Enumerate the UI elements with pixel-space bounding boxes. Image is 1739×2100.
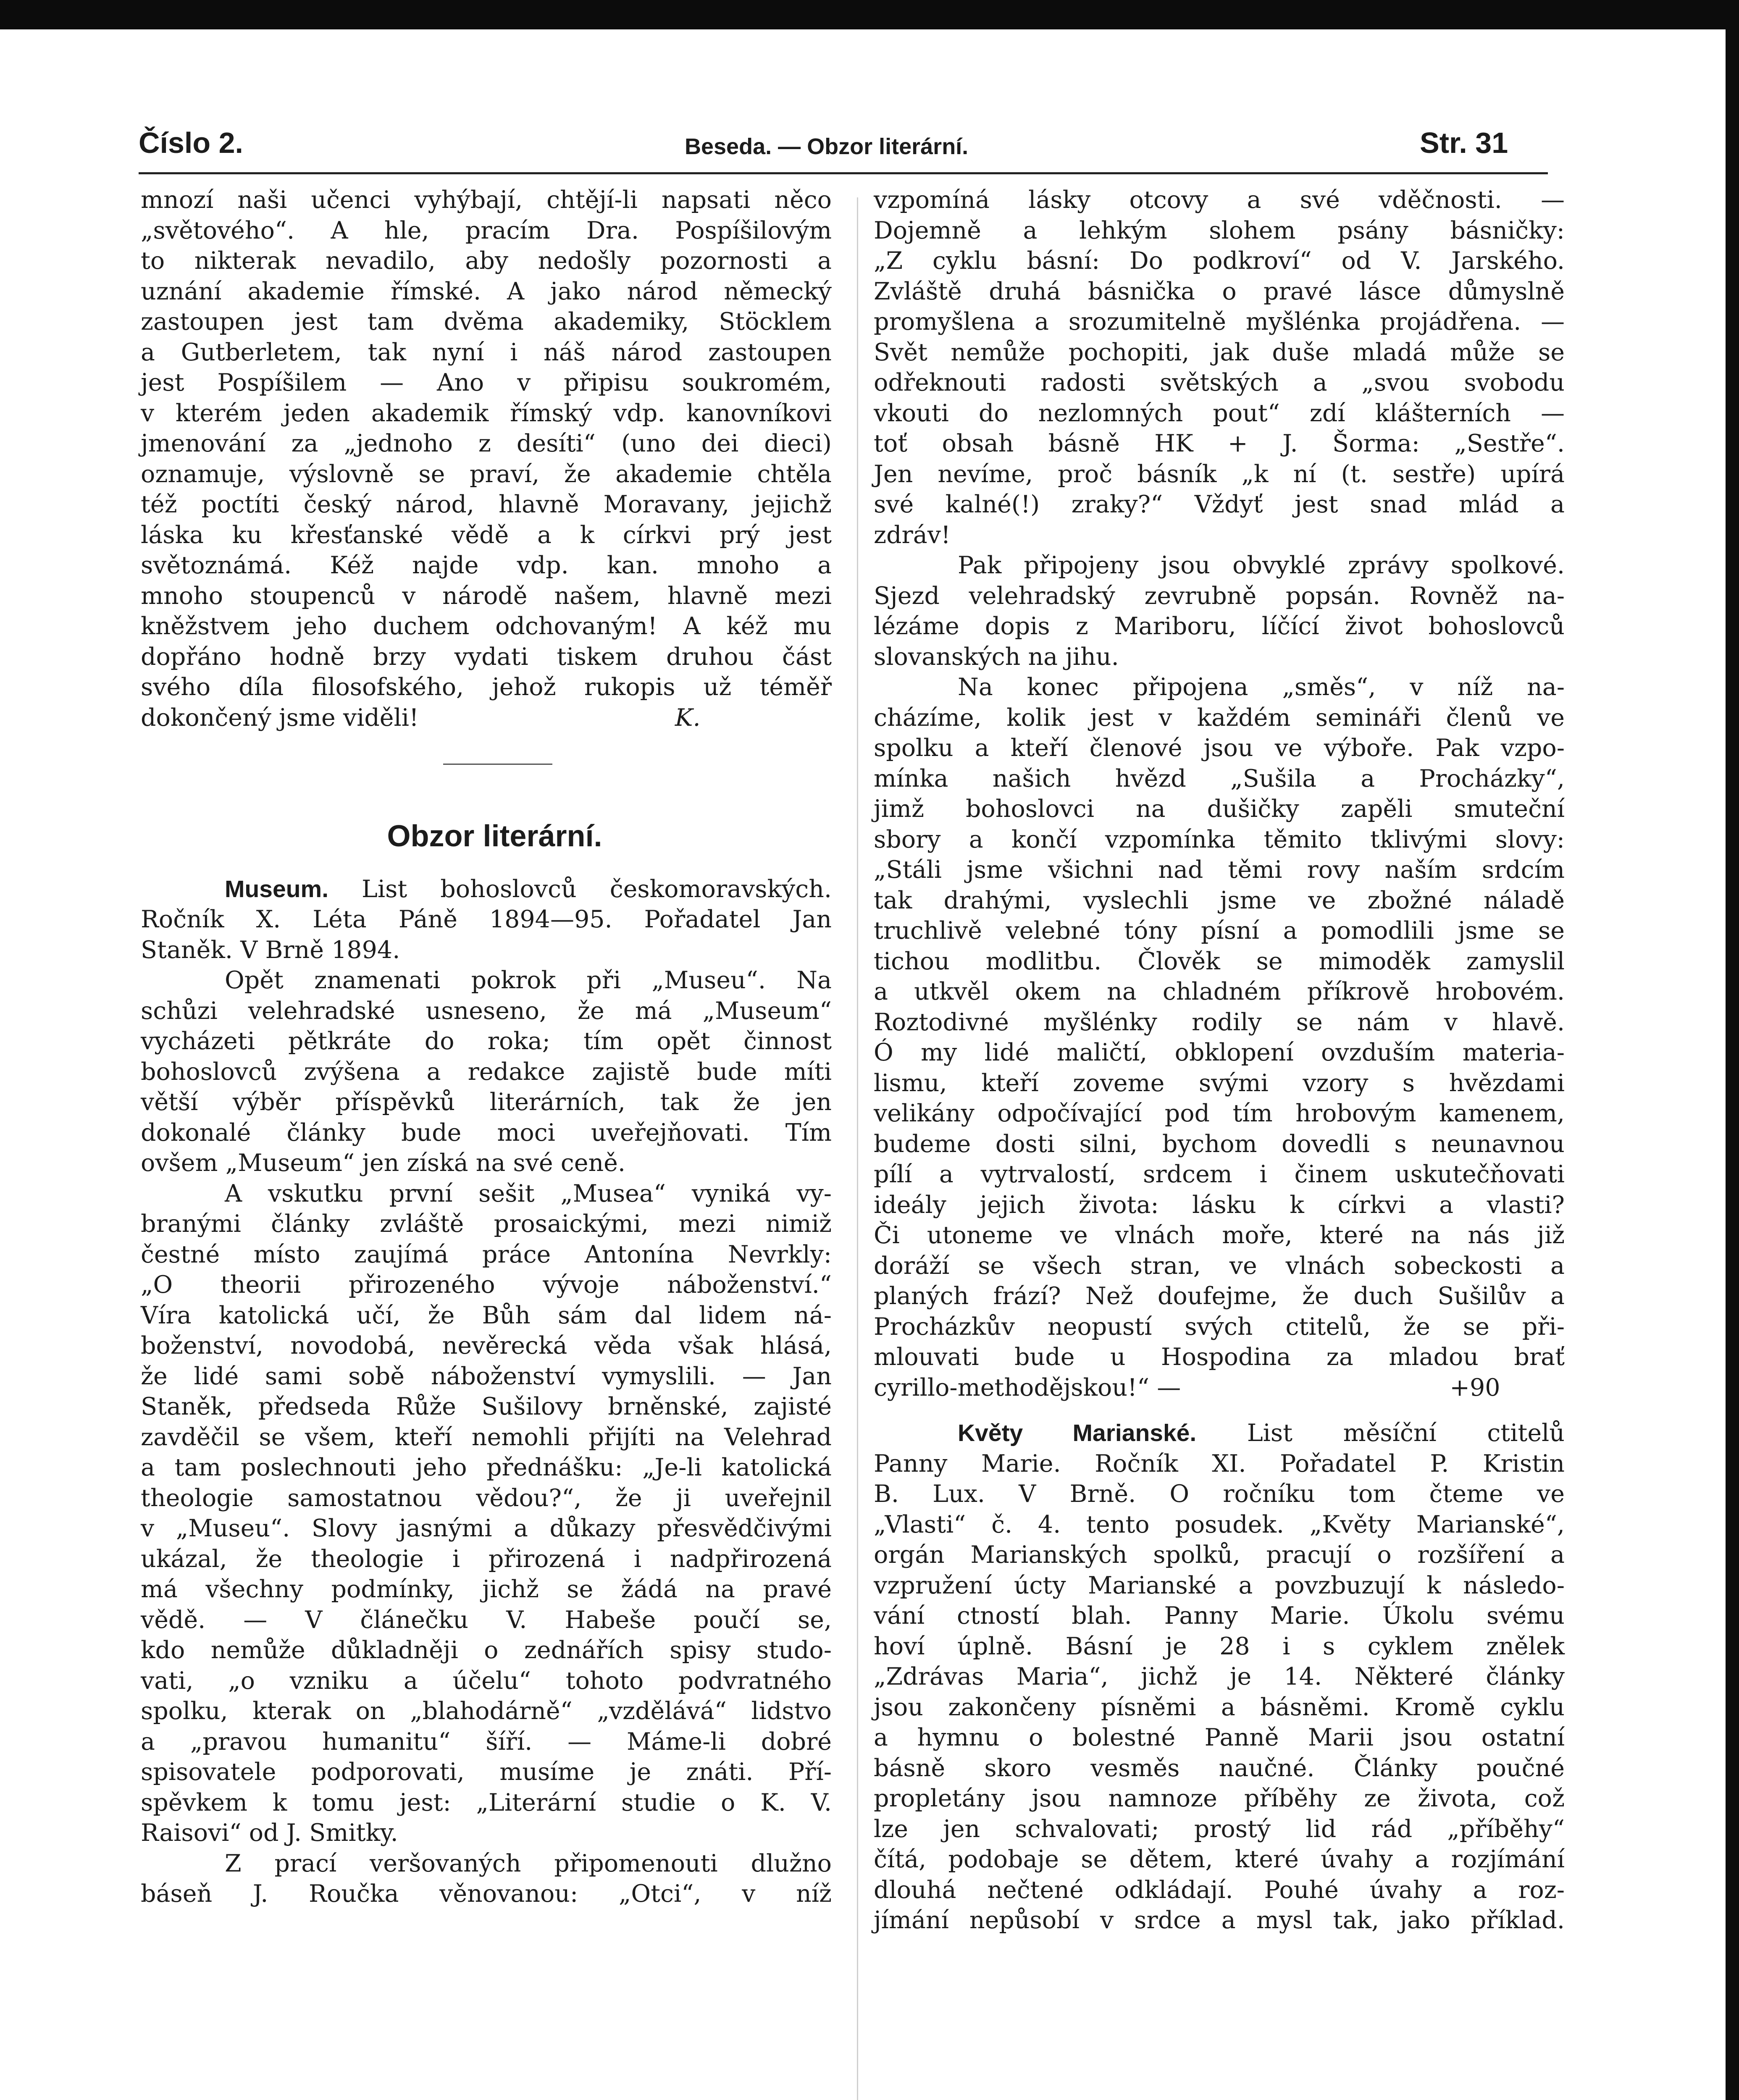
text-line: láska ku křesťanské vědě a k církvi prý jest (141, 521, 832, 549)
text-line: spolku a kteří členové jsou ve výboře. Pak vzpo- (874, 734, 1565, 762)
text-line: vkouti do nezlomných pout“ zdí klášterních — (874, 399, 1565, 427)
text-line: Víra katolická učí, že Bůh sám dal lidem ná- (141, 1301, 832, 1329)
text-line: schůzi velehradské usneseno, že má „Museum“ (141, 997, 832, 1025)
review-title-kvety: Květy Marianské. (958, 1420, 1197, 1446)
text-line: a utkvěl okem na chladném příkrově hrobovém. (874, 978, 1565, 1005)
text-line: a Gutberletem, tak nyní i náš národ zastoupen (141, 338, 832, 366)
text-line: doráží se všech stran, ve vlnách sobeckosti a (874, 1252, 1565, 1280)
text-line-last (141, 703, 832, 733)
text-line: světoznámá. Kéž najde vdp. kan. mnoho a (141, 551, 832, 579)
text-line: „Vlasti“ č. 4. tento posudek. „Květy Marianské“, (874, 1510, 1565, 1538)
text-line: planých frází? Než doufejme, že duch Sušilův a (874, 1282, 1565, 1310)
text-line: Opět znamenati pokrok při „Museu“. Na (225, 966, 832, 994)
text-line: tak drahými, vyslechli jsme ve zbožné náladě (874, 886, 1565, 914)
text-line: slovanských na jihu. (874, 643, 1119, 671)
scan-border-right (1726, 0, 1739, 2100)
text-line: mlouvati bude u Hospodina za mladou brať (874, 1343, 1565, 1371)
text-line: to nikterak nevadilo, aby nedošly pozornosti a (141, 247, 832, 275)
review-imprint: List bohoslovců českomoravských. (362, 875, 832, 903)
left-column (141, 185, 832, 1909)
text-line: své kalné(!) zraky?“ Vždyť jest snad mlád a (874, 491, 1565, 518)
text-line: bohoslovců zvýšena a redakce zajistě bude míti (141, 1058, 832, 1086)
text-line: kdo nemůže důkladněji o zednářích spisy studo- (141, 1636, 832, 1664)
text-line: čestné místo zaujímá práce Antonína Nevrkly: (141, 1240, 832, 1268)
text-line: A vskutku první sešit „Musea“ vyniká vy- (225, 1179, 832, 1208)
review-imprint: List měsíční ctitelů (1247, 1419, 1565, 1447)
text-line: „Stáli jsme všichni nad těmi rovy naším srdcím (874, 856, 1565, 884)
column-divider (857, 197, 858, 2100)
scan-border-top (0, 0, 1739, 29)
text-line: Raisovi“ od J. Smitky. (141, 1819, 398, 1847)
text-line: odřeknouti radosti světských a „svou svobodu (874, 369, 1565, 396)
review-title-museum: Museum. (225, 875, 329, 903)
text-line: a tam poslechnouti jeho přednášku: „Je-li katolická (141, 1454, 832, 1481)
text-line: a hymnu o bolestné Panně Marii jsou ostatní (874, 1724, 1565, 1751)
text-line: Panny Marie. Ročník XI. Pořadatel P. Kristin (874, 1449, 1565, 1478)
text-line: Ročník X. Léta Páně 1894—95. Pořadatel Jan (141, 906, 832, 933)
review-heading-line (874, 1418, 1565, 1449)
text-line: báseň J. Roučka věnovanou: „Otci“, v níž (141, 1880, 832, 1908)
text-line: básně skoro vesměs naučné. Články poučné (874, 1754, 1565, 1782)
text-line: Z prací veršovaných připomenouti dlužno (225, 1849, 832, 1877)
author-signature: K. (675, 704, 701, 732)
text-line: jmenování za „jednoho z desíti“ (uno dei dieci) (141, 430, 832, 457)
text-line: Procházkův neopustí svých ctitelů, že se při- (874, 1312, 1565, 1341)
text-line: lézáme dopis z Mariboru, líčící život bohoslovců (874, 612, 1565, 640)
text-line: Sjezd velehradský zevrubně popsán. Rovněž na- (874, 582, 1565, 610)
text-line: Ó my lidé maličtí, obklopení ovzduším materia- (874, 1039, 1565, 1066)
text-line: „Z cyklu básní: Do podkroví“ od V. Jarského. (874, 247, 1565, 275)
text-line: zavděčil se všem, kteří nemohli přijíti na Velehrad (141, 1423, 832, 1451)
text-line: vycházeti pětkráte do roka; tím opět činnost (141, 1027, 832, 1055)
text-line: pílí a vytrvalostí, srdcem i činem uskutečňovati (874, 1160, 1565, 1188)
text-line: větší výběr příspěvků literárních, tak že jen (141, 1088, 832, 1116)
text-line: Či utoneme ve vlnách moře, které na nás již (874, 1221, 1565, 1249)
text-line: ideály jejich života: lásku k církvi a vlasti? (874, 1191, 1565, 1219)
text-line: ukázal, že theologie i přirozená i nadpřirozená (141, 1545, 832, 1573)
text-line: toť obsah básně HK + J. Šorma: „Sestře“. (874, 430, 1565, 457)
text-line: svého díla filosofského, jehož rukopis už téměř (141, 673, 832, 701)
text-line: Zvláště druhá básnička o pravé lásce důmyslně (874, 277, 1565, 305)
text-line: uznání akademie římské. A jako národ německý (141, 277, 832, 305)
text-line: kněžstvem jeho duchem odchovaným! A kéž mu (141, 612, 832, 640)
text-line: spolku, kterak on „blahodárně“ „vzdělává“ lidstvo (141, 1697, 832, 1725)
text-line: dokonalé články bude moci uveřejňovati. Tím (141, 1118, 832, 1147)
text-line: promyšlena a srozumitelně myšlénka projádřena. — (874, 308, 1565, 336)
text-line: propletány jsou namnoze příběhy ze života, což (874, 1785, 1565, 1812)
text-line: Staněk. V Brně 1894. (141, 936, 400, 964)
text-line: v kterém jeden akademik římský vdp. kanovníkovi (141, 399, 832, 427)
issue-number: Číslo 2. (139, 126, 243, 159)
text-line: spisovatele podporovati, musíme je znáti. Pří- (141, 1758, 832, 1786)
text-line: že lidé sami sobě náboženství vymyslili. — Jan (141, 1362, 832, 1390)
text-line: „O theorii přirozeného vývoje náboženství.“ (141, 1271, 832, 1299)
page-number: Str. 31 (1420, 126, 1508, 159)
text-line: „Zdrávas Maria“, jichž je 14. Některé články (874, 1663, 1565, 1690)
closing-sentence: dokončený jsme viděli! (141, 704, 419, 732)
text-line: Staněk, předseda Růže Sušilovy brněnské, zajisté (141, 1393, 832, 1420)
review-heading-line (141, 874, 832, 905)
text-line: B. Lux. V Brně. O ročníku tom čteme ve (874, 1480, 1565, 1508)
text-line: zdráv! (874, 521, 951, 549)
text-line: čítá, podobaje se dětem, které úvahy a rozjímání (874, 1845, 1565, 1873)
text-line: mnozí naši učenci vyhýbají, chtějí-li napsati něco (141, 186, 832, 214)
text-line: ovšem „Museum“ jen získá na své ceně. (141, 1149, 625, 1177)
text-line: vání ctností blah. Panny Marie. Úkolu svému (874, 1602, 1565, 1630)
text-line: branými články zvláště prosaickými, mezi nimiž (141, 1210, 832, 1238)
text-line: vzpružení úcty Marianské a povzbuzují k následo- (874, 1571, 1565, 1599)
text-line: orgán Marianských spolků, pracují o rozšíření a (874, 1541, 1565, 1569)
text-line-last (874, 1373, 1565, 1403)
text-line: hoví úplně. Básní je 28 i s cyklem znělek (874, 1632, 1565, 1660)
text-line: sbory a končí vzpomínka těmito tklivými slovy: (874, 825, 1565, 853)
text-line: tichou modlitbu. Člověk se mimoděk zamyslil (874, 947, 1565, 975)
closing-quote: cyrillo-methodějskou!“ — (874, 1373, 1181, 1402)
text-line: theologie samostatnou vědou?“, že ji uveřejnil (141, 1484, 832, 1512)
text-line: Pak připojeny jsou obvyklé zprávy spolkové. (958, 551, 1565, 579)
text-line: v „Museu“. Slovy jasnými a důkazy přesvědčivými (141, 1515, 832, 1542)
running-title: Beseda. — Obzor literární. (685, 134, 969, 159)
text-line: Jen nevíme, proč básník „k ní (t. sestře) upírá (874, 460, 1565, 488)
text-line: truchlivě velebné tóny písní a pomodlili jsme se (874, 917, 1565, 945)
text-line: budeme dosti silni, bychom dovedli s neunavnou (874, 1130, 1565, 1158)
text-line: „světového“. A hle, pracím Dra. Pospíšilovým (141, 216, 832, 244)
text-line: a „pravou humanitu“ šíří. — Máme-li dobré (141, 1727, 832, 1756)
text-line: lismu, kteří zoveme svými vzory s hvězdami (874, 1069, 1565, 1097)
text-line: lze jen schvalovati; prostý lid rád „příběhy“ (874, 1815, 1565, 1843)
text-line: spěvkem k tomu jest: „Literární studie o K. V. (141, 1788, 832, 1816)
section-title: Obzor literární. (387, 819, 602, 853)
text-line: cházíme, kolik jest v každém semináři členů ve (874, 704, 1565, 732)
text-line: mnoho stoupenců v národě našem, hlavně mezi (141, 582, 832, 610)
text-line: Roztodivné myšlénky rodily se nám v hlavě. (874, 1008, 1565, 1036)
text-line: velikány odpočívající pod tím hrobovým kamenem, (874, 1100, 1565, 1127)
text-line: oznamuje, výslovně se praví, že akademie chtěla (141, 460, 832, 488)
text-line: vati, „o vzniku a účelu“ tohoto podvratného (141, 1667, 832, 1695)
text-line: jímání nepůsobí v srdce a mysl tak, jako příklad. (874, 1906, 1565, 1934)
right-column (874, 185, 1565, 1936)
text-line: dlouhá nečtené odkládají. Pouhé úvahy a roz- (874, 1876, 1565, 1904)
text-line: Svět nemůže pochopiti, jak duše mladá může se (874, 338, 1565, 366)
text-line: mínka našich hvězd „Sušila a Procházky“, (874, 764, 1565, 793)
text-line: jsou zakončeny písněmi a básněmi. Kromě cyklu (874, 1693, 1565, 1721)
text-line: jest Pospíšilem — Ano v připisu soukromém, (141, 369, 832, 396)
text-line: jimž bohoslovci na dušičky zapěli smuteční (874, 795, 1565, 823)
header-rule (139, 172, 1548, 174)
text-line: vědě. — V článečku V. Habeše poučí se, (141, 1606, 832, 1634)
text-line: též poctíti český národ, hlavně Moravany, jejichž (141, 491, 832, 518)
text-line: vzpomíná lásky otcovy a své vděčnosti. — (874, 186, 1565, 214)
text-line: dopřáno hodně brzy vydati tiskem druhou část (141, 643, 832, 671)
text-line: Dojemně a lehkým slohem psány básničky: (874, 216, 1565, 244)
text-line: zastoupen jest tam dvěma akademiky, Stöcklem (141, 308, 832, 336)
text-line: boženství, novodobá, nevěrecká věda však hlásá, (141, 1332, 832, 1360)
text-line: Na konec připojena „směs“, v níž na- (958, 673, 1565, 701)
author-signature: +90 (1450, 1373, 1500, 1402)
text-line: má všechny podmínky, jichž se žádá na pravé (141, 1575, 832, 1603)
